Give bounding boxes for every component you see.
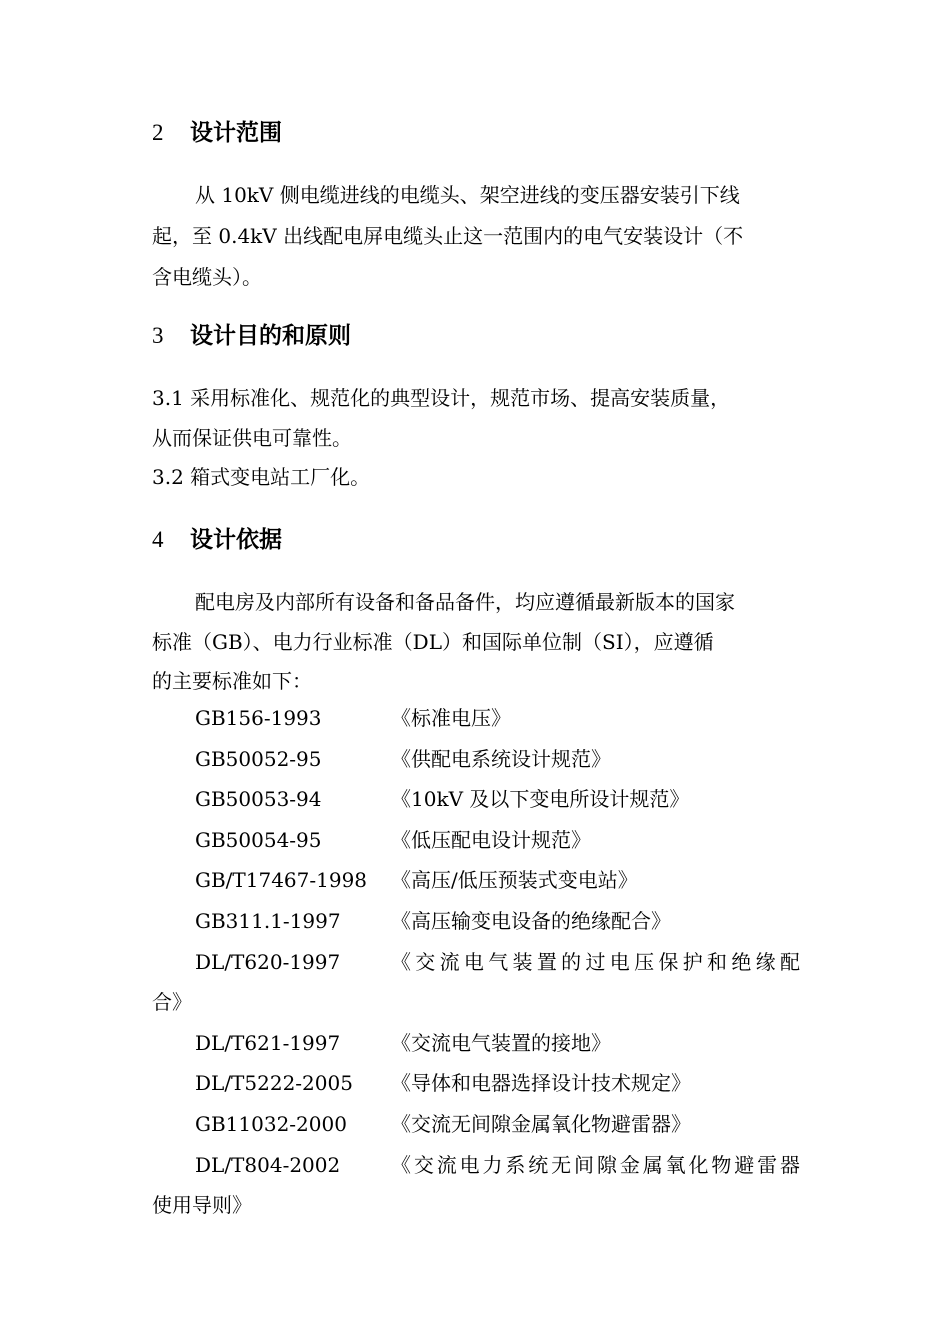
section-3-title: 设计目的和原则 (190, 323, 351, 349)
section-3-line: 从而保证供电可靠性。 (152, 426, 352, 450)
standards-list (152, 698, 800, 1226)
section-3-body (152, 378, 800, 498)
standard-item (152, 901, 800, 942)
standard-item (152, 1063, 800, 1104)
section-2-body (152, 175, 800, 298)
section-4-line: 配电房及内部所有设备和备品备件，均应遵循最新版本的国家 (195, 590, 735, 614)
standard-item (152, 1104, 800, 1145)
section-4-body (152, 582, 800, 701)
section-4-title: 设计依据 (190, 527, 282, 553)
standard-title: 《交流无间隙金属氧化物避雷器》 (391, 1111, 691, 1136)
section-2-title: 设计范围 (190, 120, 282, 146)
standard-title: 《供配电系统设计规范》 (391, 746, 611, 771)
standard-code: DL/T5222-2005 (195, 1071, 353, 1096)
standard-title: 《交流电气装置的接地》 (391, 1030, 611, 1055)
standard-title-continuation: 使用导则》 (152, 1193, 252, 1218)
standard-item (152, 698, 800, 739)
standard-code: GB50054-95 (195, 827, 322, 852)
standard-code: GB311.1-1997 (195, 908, 341, 933)
standard-title-continuation: 合》 (152, 990, 192, 1015)
section-2-line: 起，至 0.4kV 出线配电屏电缆头止这一范围内的电气安装设计（不 (152, 224, 744, 248)
section-4-number: 4 (152, 527, 164, 552)
standard-title: 《10kV 及以下变电所设计规范》 (391, 787, 690, 812)
standard-title: 《标准电压》 (391, 706, 511, 730)
standard-code: DL/T621-1997 (195, 1030, 341, 1055)
section-3-line: 3.1 采用标准化、规范化的典型设计，规范市场、提高安装质量， (152, 386, 731, 410)
section-4-line: 的主要标准如下： (152, 669, 312, 693)
standard-item (152, 739, 800, 780)
section-3-number: 3 (152, 323, 164, 348)
standard-code: DL/T804-2002 (195, 1152, 341, 1177)
section-3-line: 3.2 箱式变电站工厂化。 (152, 465, 371, 489)
standard-title: 《交流电气装置的过电压保护和绝缘配 (391, 949, 800, 974)
section-2-number: 2 (152, 120, 164, 145)
standard-title: 《高压输变电设备的绝缘配合》 (391, 908, 671, 933)
section-2-line: 含电缆头）。 (152, 265, 262, 289)
section-4-line: 标准（GB）、电力行业标准（DL）和国际单位制（SI），应遵循 (152, 630, 714, 654)
standard-title: 《高压/低压预装式变电站》 (391, 868, 638, 893)
standard-item (152, 820, 800, 861)
standard-code: DL/T620-1997 (195, 949, 341, 974)
standard-code: GB11032-2000 (195, 1111, 347, 1136)
standard-item (152, 1023, 800, 1064)
standard-code: GB156-1993 (195, 706, 322, 730)
section-2-heading (152, 118, 282, 148)
section-3-heading (152, 321, 351, 351)
section-2-line: 从 10kV 侧电缆进线的电缆头、架空进线的变压器安装引下线 (195, 183, 740, 207)
standard-code: GB/T17467-1998 (195, 868, 368, 893)
standard-code: GB50052-95 (195, 746, 322, 771)
standard-title: 《低压配电设计规范》 (391, 827, 591, 852)
standard-item (152, 1145, 800, 1226)
standard-code: GB50053-94 (195, 787, 322, 812)
standard-title: 《导体和电器选择设计技术规定》 (391, 1071, 691, 1096)
standard-title: 《交流电力系统无间隙金属氧化物避雷器 (391, 1152, 800, 1177)
standard-item (152, 779, 800, 820)
section-4-heading (152, 525, 282, 555)
standard-item (152, 942, 800, 1023)
standard-item (152, 860, 800, 901)
